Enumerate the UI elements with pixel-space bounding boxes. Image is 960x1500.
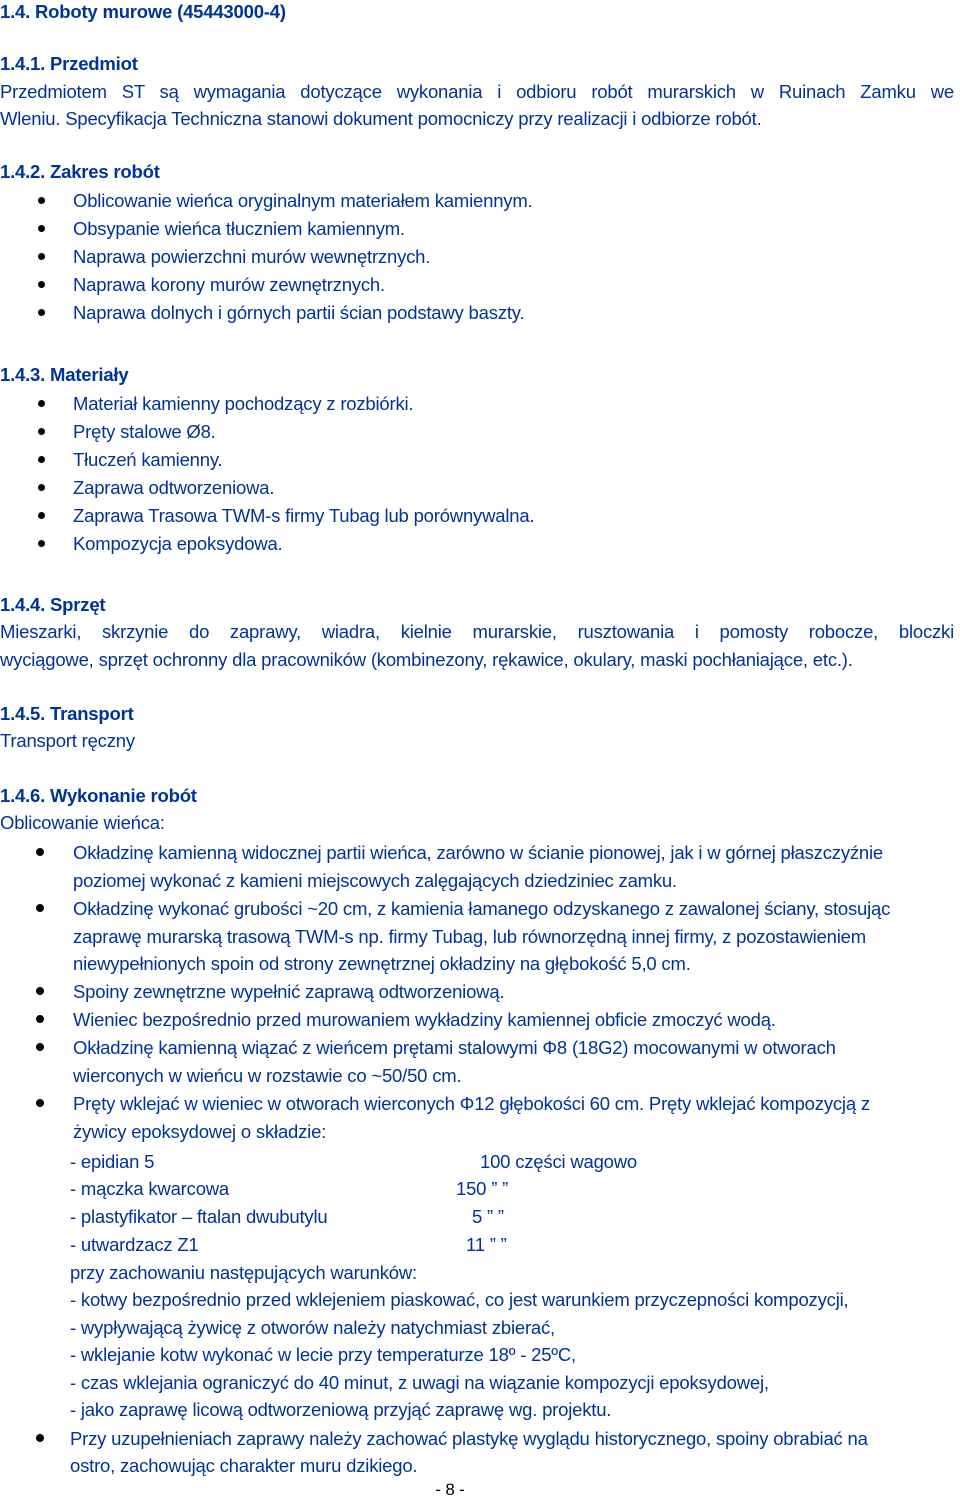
list-item: Pręty stalowe Ø8. xyxy=(73,421,216,442)
subject-text-line-1: Przedmiotem ST są wymagania dotyczące wykonania i odbioru robót murarskich w Ruinach Zamku we xyxy=(0,81,954,102)
list-item: Kompozycja epoksydowa. xyxy=(73,533,283,554)
materials-heading: 1.4.3. Materiały xyxy=(0,364,129,385)
list-item: - wypływającą żywicę z otworów należy natychmiast zbierać, xyxy=(70,1317,555,1338)
component-amount: 100 części wagowo xyxy=(480,1151,638,1172)
scope-heading: 1.4.2. Zakres robót xyxy=(0,161,160,182)
execution-subheading: Oblicowanie wieńca: xyxy=(0,812,165,833)
subject-heading: 1.4.1. Przedmiot xyxy=(0,53,138,74)
list-item: - wklejanie kotw wykonać w lecie przy temperaturze 18º - 25ºC, xyxy=(70,1344,576,1365)
component-amount: 11 ” ” xyxy=(466,1234,507,1255)
transport-text: Transport ręczny xyxy=(0,730,135,751)
list-item-continuation: niewypełnionych spoin od strony zewnętrznej okładziny na głębokość 5,0 cm. xyxy=(73,953,691,974)
bullet-icon xyxy=(38,400,45,407)
list-item: Przy uzupełnieniach zaprawy należy zachować plastykę wyglądu historycznego, spoiny obrabiać na xyxy=(70,1428,868,1449)
list-item: Oblicowanie wieńca oryginalnym materiałem kamiennym. xyxy=(73,190,533,211)
bullet-icon xyxy=(38,281,45,288)
list-item: Okładzinę kamienną widocznej partii wieńca, zarówno w ścianie pionowej, jak i w górnej płaszczyźnie xyxy=(73,842,884,863)
list-item: Okładzinę wykonać grubości ~20 cm, z kamienia łamanego odzyskanego z zawalonej ściany, stosując xyxy=(73,898,891,919)
equipment-text-line-2: wyciągowe, sprzęt ochronny dla pracowników (kombinezony, rękawice, okulary, maski pochłaniające, etc.). xyxy=(0,649,853,670)
component-name: - epidian 5 xyxy=(70,1151,155,1172)
list-item: Naprawa dolnych i górnych partii ścian podstawy baszty. xyxy=(73,302,525,323)
bullet-icon xyxy=(36,1099,44,1107)
bullet-icon xyxy=(38,540,45,547)
list-item-continuation: żywicy epoksydowej o składzie: xyxy=(73,1121,327,1142)
list-item: Okładzinę kamienną wiązać z wieńcem prętami stalowymi Φ8 (18G2) mocowanymi w otworach xyxy=(73,1037,836,1058)
list-item: Naprawa powierzchni murów wewnętrznych. xyxy=(73,246,431,267)
bullet-icon xyxy=(36,1015,44,1023)
list-item: Pręty wklejać w wieniec w otworach wierconych Φ12 głębokości 60 cm. Pręty wklejać kompozycją z xyxy=(73,1093,870,1114)
list-item: Wieniec bezpośrednio przed murowaniem wykładziny kamiennej obficie zmoczyć wodą. xyxy=(73,1009,776,1030)
list-item: Materiał kamienny pochodzący z rozbiórki. xyxy=(73,393,414,414)
list-item-continuation: poziomej wykonać z kamieni miejscowych zalęgających dziedziniec zamku. xyxy=(73,870,677,891)
bullet-icon xyxy=(38,428,45,435)
component-name: - plastyfikator – ftalan dwubutylu xyxy=(70,1206,328,1227)
component-amount: 5 ” ” xyxy=(472,1206,504,1227)
bullet-icon xyxy=(38,484,45,491)
bullet-icon xyxy=(38,253,45,260)
section-title: 1.4. Roboty murowe (45443000-4) xyxy=(0,1,286,22)
bullet-icon xyxy=(36,904,44,912)
component-name: - mączka kwarcowa xyxy=(70,1178,230,1199)
list-item: Obsypanie wieńca tłuczniem kamiennym. xyxy=(73,218,405,239)
list-item: Naprawa korony murów zewnętrznych. xyxy=(73,274,385,295)
execution-heading: 1.4.6. Wykonanie robót xyxy=(0,785,197,806)
bullet-icon xyxy=(38,456,45,463)
list-item: - kotwy bezpośrednio przed wklejeniem piaskować, co jest warunkiem przyczepności kompozycji, xyxy=(70,1289,849,1310)
equipment-text-line-1: Mieszarki, skrzynie do zaprawy, wiadra, kielnie murarskie, rusztowania i pomosty robocze, bloczki xyxy=(0,621,954,642)
bullet-icon xyxy=(36,987,44,995)
subject-text-line-2: Wleniu. Specyfikacja Techniczna stanowi dokument pomocniczy przy realizacji i odbiorze robót. xyxy=(0,108,762,129)
list-item-continuation: ostro, zachowując charakter muru dzikiego. xyxy=(70,1455,418,1476)
list-item: Tłuczeń kamienny. xyxy=(73,449,223,470)
bullet-icon xyxy=(36,1043,44,1051)
page-number: - 8 - xyxy=(435,1480,465,1499)
conditions-heading: przy zachowaniu następujących warunków: xyxy=(70,1262,417,1283)
component-amount: 150 ” ” xyxy=(456,1178,509,1199)
list-item-continuation: wierconych w wieńcu w rozstawie co ~50/50 cm. xyxy=(73,1065,462,1086)
list-item: - czas wklejania ograniczyć do 40 minut, z uwagi na wiązanie kompozycji epoksydowej, xyxy=(70,1372,769,1393)
component-name: - utwardzacz Z1 xyxy=(70,1234,199,1255)
bullet-icon xyxy=(38,225,45,232)
list-item: Zaprawa odtworzeniowa. xyxy=(73,477,275,498)
bullet-icon xyxy=(36,1434,44,1442)
list-item: Spoiny zewnętrzne wypełnić zaprawą odtworzeniową. xyxy=(73,981,505,1002)
list-item: - jako zaprawę licową odtworzeniową przyjąć zaprawę wg. projektu. xyxy=(70,1399,612,1420)
bullet-icon xyxy=(38,197,45,204)
bullet-icon xyxy=(38,512,45,519)
equipment-heading: 1.4.4. Sprzęt xyxy=(0,594,106,615)
bullet-icon xyxy=(36,848,44,856)
list-item-continuation: zaprawę murarską trasową TWM-s np. firmy Tubag, lub równorzędną innej firmy, z pozostawieniem xyxy=(73,926,866,947)
transport-heading: 1.4.5. Transport xyxy=(0,703,134,724)
list-item: Zaprawa Trasowa TWM-s firmy Tubag lub porównywalna. xyxy=(73,505,535,526)
bullet-icon xyxy=(38,309,45,316)
